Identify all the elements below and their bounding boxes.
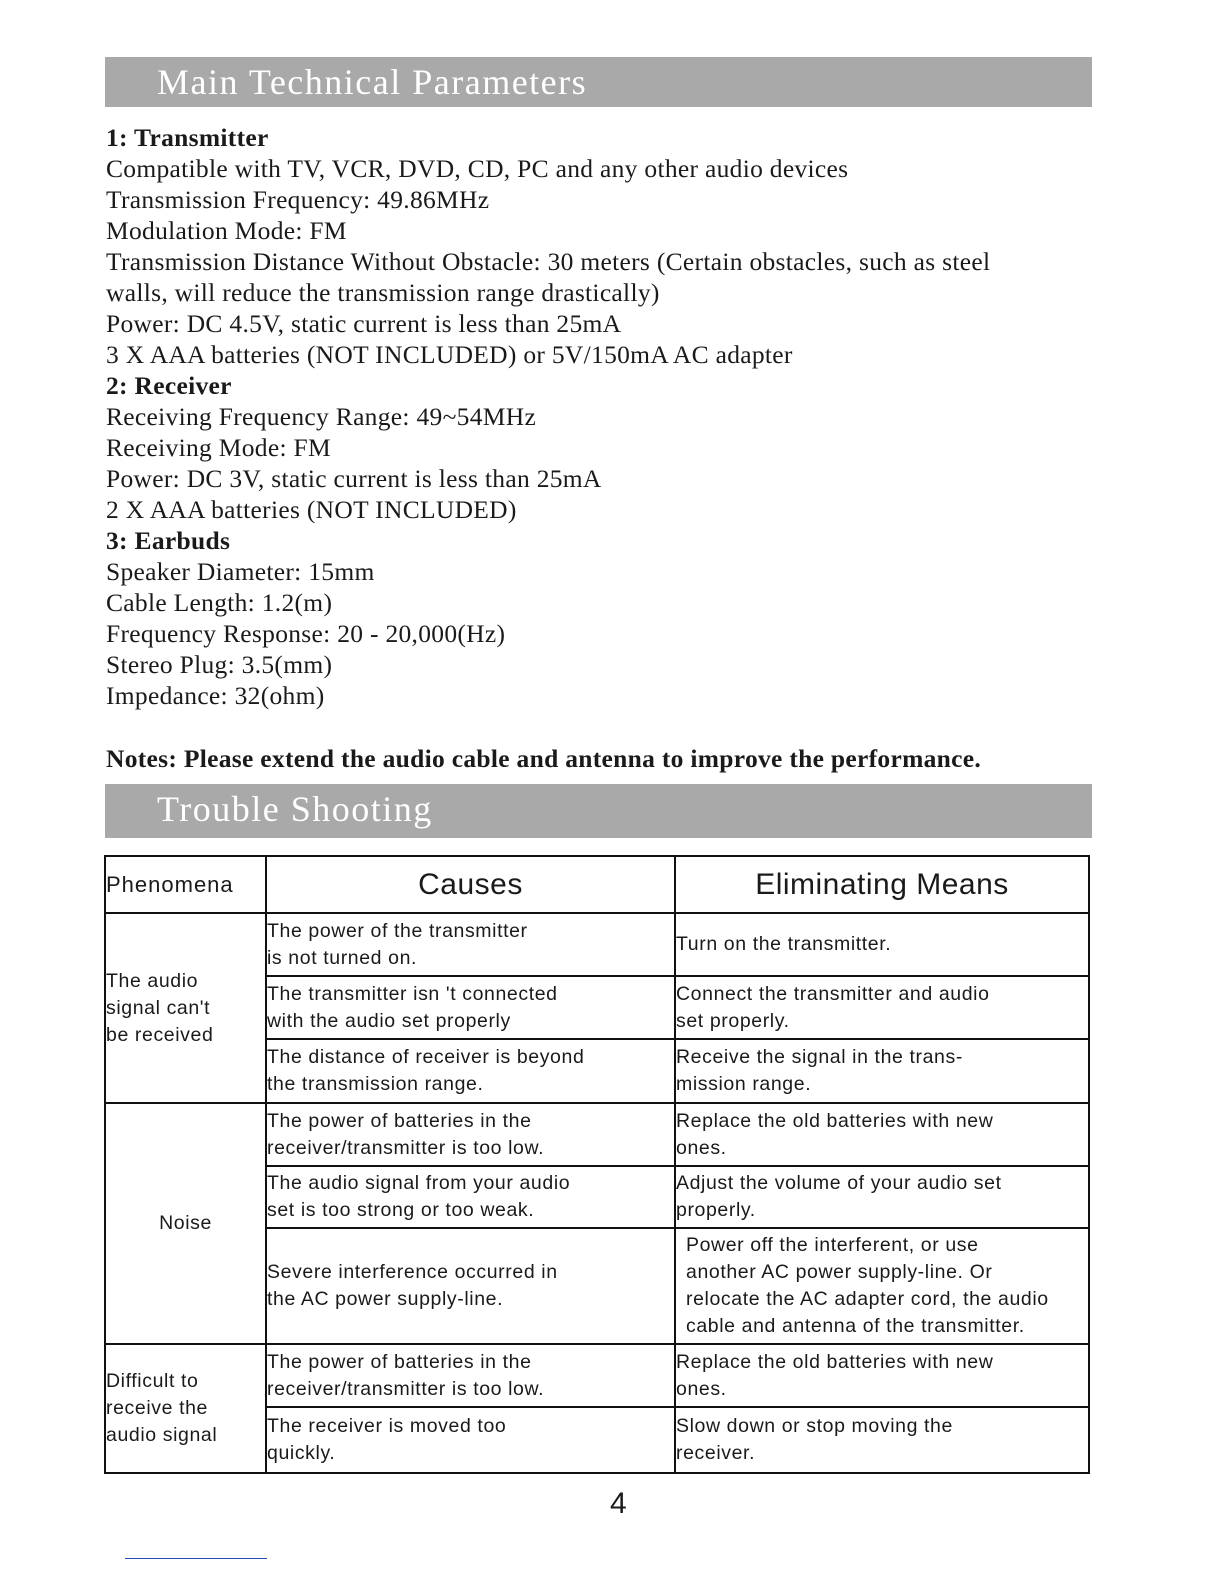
cause-cell: [266, 913, 675, 976]
param-line: Transmission Frequency: 49.86MHz: [106, 185, 490, 214]
phenomenon-cell: [105, 1344, 266, 1473]
cause-cell: [266, 1228, 675, 1344]
phenomenon-line: The audio: [106, 969, 199, 992]
section-title-technical-parameters: Main Technical Parameters: [105, 57, 1092, 107]
notes-text: Notes: Please extend the audio cable and antenna to improve the performance.: [106, 744, 982, 773]
cause-line: The transmitter isn 't connected: [267, 982, 558, 1005]
param-line: Impedance: 32(ohm): [106, 681, 325, 710]
means-line: mission range.: [676, 1073, 812, 1095]
header-causes: Causes: [266, 856, 675, 913]
param-line: Receiving Frequency Range: 49~54MHz: [106, 402, 537, 431]
cause-line: The power of the transmitter: [267, 919, 528, 942]
cause-cell: [266, 1103, 675, 1166]
means-line: Power off the interferent, or use: [686, 1234, 979, 1256]
cause-line: receiver/transmitter is too low.: [267, 1377, 545, 1400]
param-line: Cable Length: 1.2(m): [106, 588, 333, 617]
footer-rule: [125, 1558, 267, 1559]
param-line: Compatible with TV, VCR, DVD, CD, PC and any other audio devices: [106, 154, 849, 183]
phenomenon-line: be received: [106, 1023, 214, 1046]
means-line: receiver.: [676, 1442, 756, 1464]
technical-parameters-list: [106, 122, 1106, 711]
phenomenon-line: Noise: [159, 1212, 212, 1234]
param-line: Power: DC 3V, static current is less than 25mA: [106, 464, 602, 493]
param-line: Receiving Mode: FM: [106, 433, 331, 462]
table-header-row: [105, 856, 1089, 913]
cause-cell: [266, 1344, 675, 1407]
param-line: Modulation Mode: FM: [106, 216, 347, 245]
eliminating-means-cell: [675, 1103, 1089, 1166]
phenomenon-line: audio signal: [106, 1424, 218, 1446]
trouble-shooting-table: [104, 855, 1090, 1474]
means-line: properly.: [676, 1199, 756, 1221]
means-line: another AC power supply-line. Or: [686, 1261, 993, 1283]
header-phenomena: Phenomena: [105, 856, 266, 913]
cause-cell: [266, 1407, 675, 1473]
param-line: 2 X AAA batteries (NOT INCLUDED): [106, 495, 517, 524]
eliminating-means-cell: [675, 1228, 1089, 1344]
means-line: Slow down or stop moving the: [676, 1415, 953, 1437]
cause-line: quickly.: [267, 1442, 336, 1464]
means-line: ones.: [676, 1136, 727, 1159]
header-eliminating-means: Eliminating Means: [675, 856, 1089, 913]
cause-line: The power of batteries in the: [267, 1350, 532, 1373]
cause-line: the transmission range.: [267, 1073, 484, 1095]
cause-line: The distance of receiver is beyond: [267, 1046, 585, 1068]
table-row: [105, 1344, 1089, 1407]
page-number: 4: [610, 1487, 627, 1520]
cause-cell: [266, 1166, 675, 1228]
cause-line: The power of batteries in the: [267, 1109, 532, 1132]
section-title-trouble-shooting: Trouble Shooting: [105, 784, 1092, 838]
cause-line: Severe interference occurred in: [267, 1261, 558, 1283]
phenomenon-cell: [105, 1103, 266, 1344]
cause-line: receiver/transmitter is too low.: [267, 1136, 545, 1159]
means-line: set properly.: [676, 1009, 790, 1032]
eliminating-means-cell: [675, 1407, 1089, 1473]
table-row: [105, 913, 1089, 976]
phenomenon-line: signal can't: [106, 996, 211, 1019]
phenomenon-cell: [105, 913, 266, 1103]
cause-line: The receiver is moved too: [267, 1415, 507, 1437]
means-line: Replace the old batteries with new: [676, 1350, 994, 1373]
eliminating-means-cell: [675, 1166, 1089, 1228]
cause-line: is not turned on.: [267, 946, 418, 969]
cause-cell: [266, 976, 675, 1039]
param-line: walls, will reduce the transmission range drastically): [106, 278, 660, 307]
eliminating-means-cell: [675, 913, 1089, 976]
means-line: Replace the old batteries with new: [676, 1109, 994, 1132]
means-line: Receive the signal in the trans-: [676, 1046, 963, 1068]
means-line: Turn on the transmitter.: [676, 933, 892, 955]
param-line: Transmission Distance Without Obstacle: 30 meters (Certain obstacles, such as steel: [106, 247, 991, 276]
cause-line: with the audio set properly: [267, 1009, 511, 1032]
means-line: Adjust the volume of your audio set: [676, 1172, 1002, 1194]
param-heading: 1: Transmitter: [106, 123, 269, 152]
param-line: Speaker Diameter: 15mm: [106, 557, 375, 586]
table-row: [105, 1103, 1089, 1166]
param-heading: 2: Receiver: [106, 371, 232, 400]
phenomenon-line: Difficult to: [106, 1370, 199, 1392]
eliminating-means-cell: [675, 1039, 1089, 1103]
cause-line: the AC power supply-line.: [267, 1288, 504, 1310]
phenomenon-line: receive the: [106, 1397, 208, 1419]
param-line: Stereo Plug: 3.5(mm): [106, 650, 333, 679]
cause-cell: [266, 1039, 675, 1103]
means-line: cable and antenna of the transmitter.: [686, 1315, 1025, 1337]
eliminating-means-cell: [675, 976, 1089, 1039]
param-heading: 3: Earbuds: [106, 526, 231, 555]
param-line: Power: DC 4.5V, static current is less than 25mA: [106, 309, 622, 338]
param-line: Frequency Response: 20 - 20,000(Hz): [106, 619, 506, 648]
means-line: relocate the AC adapter cord, the audio: [686, 1288, 1049, 1310]
cause-line: set is too strong or too weak.: [267, 1199, 535, 1221]
means-line: Connect the transmitter and audio: [676, 982, 990, 1005]
param-line: 3 X AAA batteries (NOT INCLUDED) or 5V/150mA AC adapter: [106, 340, 793, 369]
eliminating-means-cell: [675, 1344, 1089, 1407]
cause-line: The audio signal from your audio: [267, 1172, 571, 1194]
means-line: ones.: [676, 1377, 727, 1400]
